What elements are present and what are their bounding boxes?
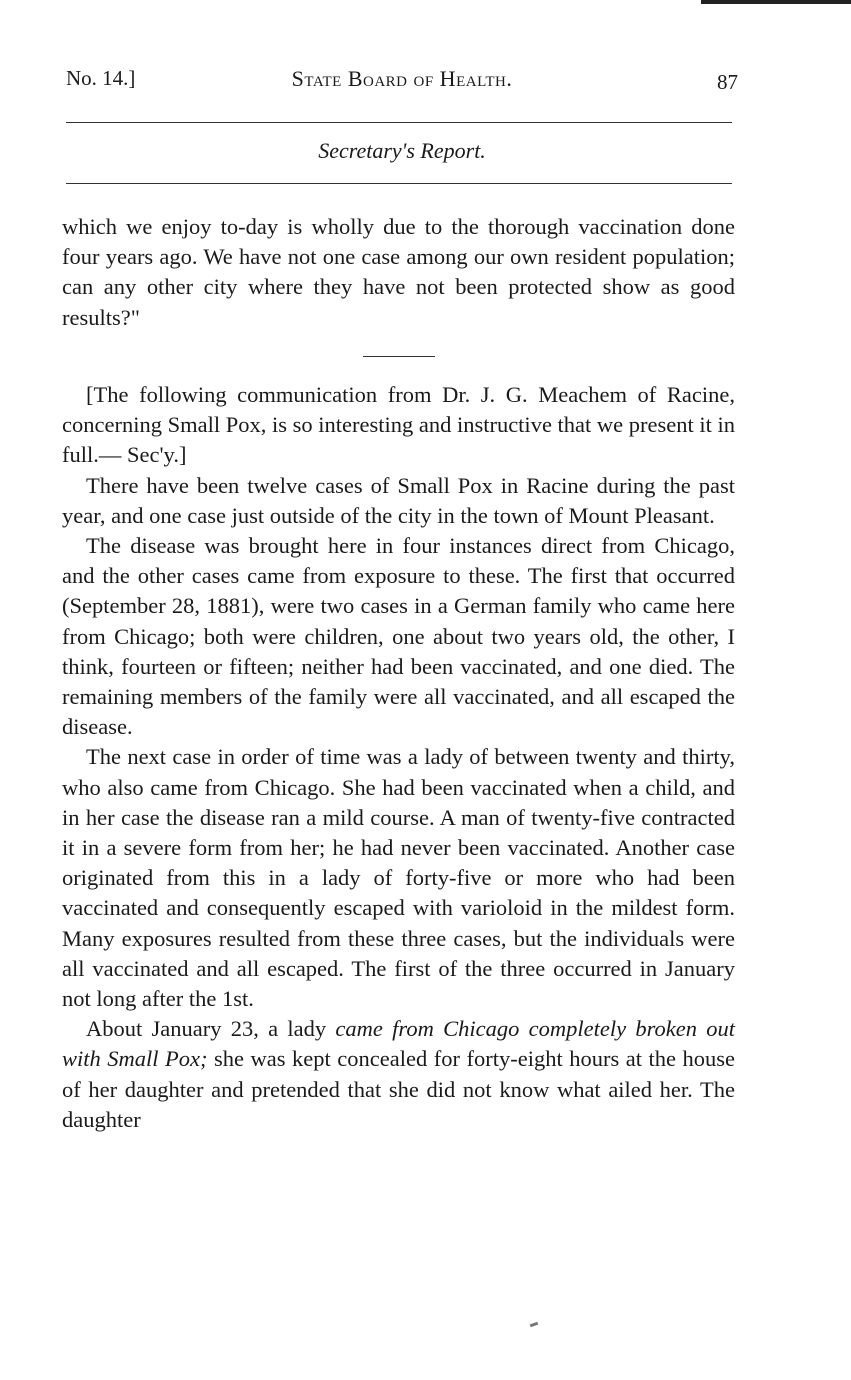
page-corner-mark [701,0,851,4]
running-header [66,66,738,96]
final-text-italic: came from Chicago completely broken out with Small Pox; [62,1016,735,1072]
section-subheader: Secretary's Report. [318,138,486,163]
continuation-block [62,212,735,333]
document-number: No. 14.] [66,66,136,90]
header-rule-top [66,122,732,123]
communication-block [62,380,735,1135]
print-speck [530,1322,539,1328]
running-title: State Board of Health. [291,66,513,91]
header-rule-bottom [66,183,732,184]
editor-note: [The following communication from Dr. J. G. Meachem of Racine, concerning Small Pox, is so interesting and instructive that we present it in full.— Sec'y.] [62,382,736,468]
final-text-start: About January 23, a lady [86,1016,336,1042]
continuation-paragraph: which we enjoy to-day is wholly due to the thorough vaccination done four years ago. We have not one case among our own resident population; can any other city where they have not been protected show as good results?" [62,214,735,330]
page-number: 87 [717,70,738,94]
section-divider [363,356,435,357]
final-text-end: she was kept concealed for forty-eight hours at the house of her daughter and pretended that she did not know what ailed her. The daughter [62,1046,735,1132]
body-paragraph: There have been twelve cases of Small Pox in Racine during the past year, and one case just outside of the city in the town of Mount Pleasant. [62,472,735,528]
body-paragraph: The next case in order of time was a lady of between twenty and thirty, who also came from Chicago. She had been vaccinated when a child, and in her case the disease ran a mild course. A man of twenty-five contracted it in a severe form from her; he had never been vaccinated. Another case originated from this in a lady of forty-five or more who had been vaccinated and consequently escaped with varioloid in the mildest form. Many exposures resulted from these three cases, but the individuals were all vaccinated and all escaped. The first of the three occurred in January not long after the 1st. [62,744,735,1012]
body-paragraph: The disease was brought here in four instances direct from Chicago, and the other cases came from exposure to these. The first that occurred (September 28, 1881), were two cases in a German family who came here from Chicago; both were children, one about two years old, the other, I think, fourteen or fifteen; neither had been vaccinated, and one died. The remaining members of the family were all vaccinated, and all escaped the disease. [62,533,735,740]
body-paragraph-final [62,1014,735,1135]
